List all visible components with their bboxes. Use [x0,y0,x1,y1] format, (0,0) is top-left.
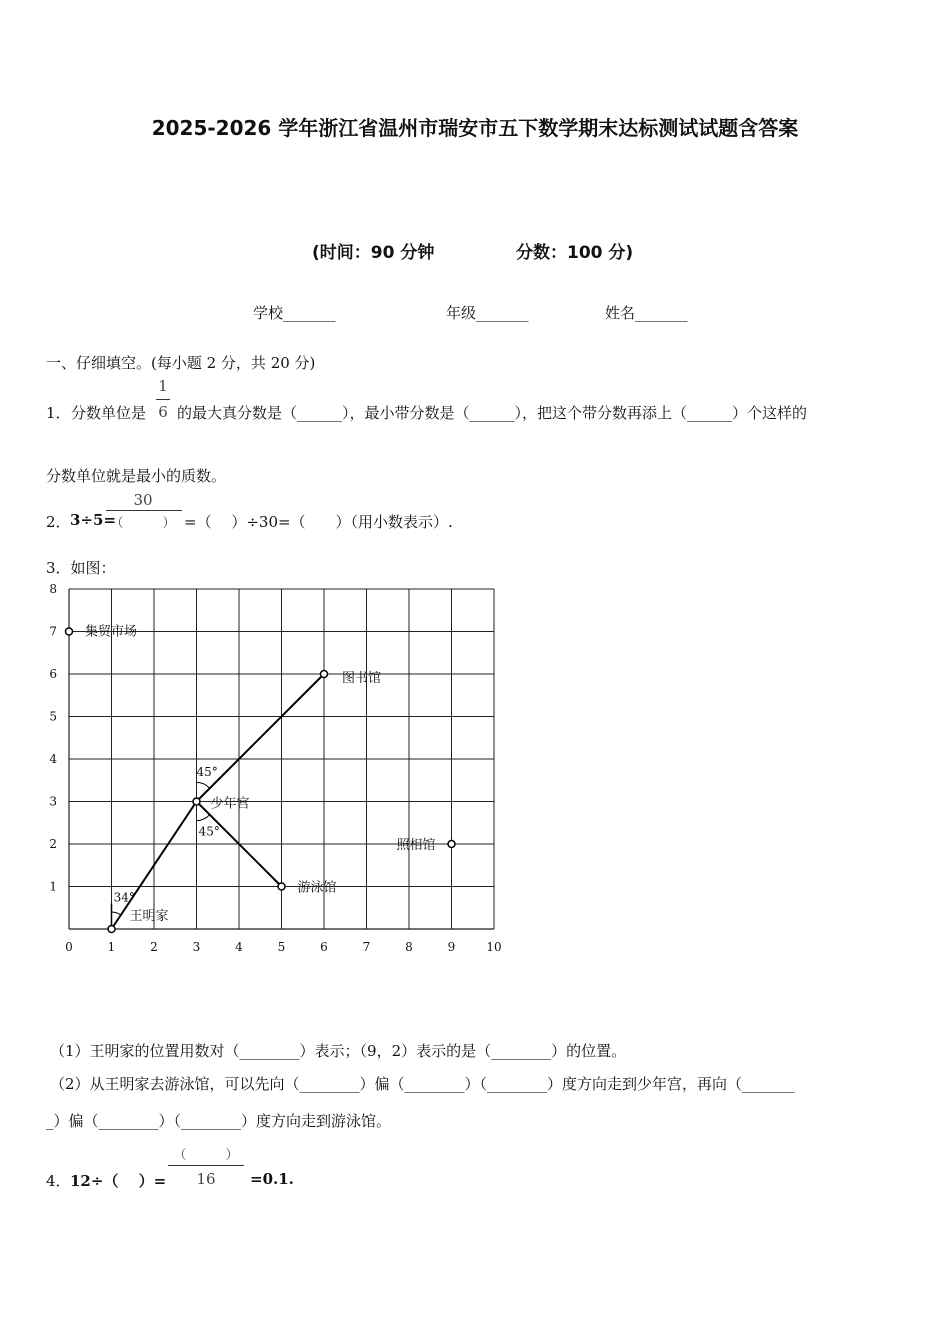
question-3-part-2-cont: _）偏（________）（________）度方向走到游泳馆。 [46,1112,392,1130]
x-tick-label: 8 [405,940,413,954]
location-point [448,841,455,848]
angle-arc [197,782,210,788]
y-tick-label: 1 [49,879,57,894]
question-number: 1． [46,404,71,422]
location-label: 图书馆 [342,671,382,686]
question-3-part-2: （2）从王明家去游泳馆，可以先向（________）偏（________）（________）度方向走到少年宫，再向（_______ [50,1075,795,1093]
location-label: 照相馆 [396,838,436,853]
exam-score: 分数：100 分) [516,243,634,263]
location-point [108,926,115,933]
y-tick-label: 5 [49,709,57,724]
location-label: 游泳馆 [297,880,337,896]
angle-label: 34° [113,890,135,905]
question-text: 的最大真分数是（______），最小带分数是（______），把这个带分数再添上（______）个这样的 [177,404,808,422]
grade-field[interactable]: 年级_______ [446,304,529,322]
y-tick-label: 3 [49,794,57,809]
question-3-intro: 3．如图： [46,559,116,577]
angle-label: 45° [198,824,220,839]
angle-arc [112,912,121,915]
x-tick-label: 9 [447,940,456,954]
x-tick-label: 10 [486,940,502,954]
x-tick-label: 4 [235,940,243,954]
y-tick-label: 6 [49,667,57,681]
location-label: 集贸市场 [85,624,138,640]
route-segment [197,674,325,802]
question-number: 2． [46,513,71,531]
fraction-numerator: 30 [133,491,153,509]
fraction-denominator: 6 [158,403,168,421]
y-tick-label: 2 [49,837,57,851]
location-label: 王明家 [129,909,169,924]
angle-label: 45° [196,765,218,779]
question-number: 4． [46,1172,71,1190]
coordinate-grid [40,580,510,960]
question-text: =0.1. [250,1170,294,1188]
x-tick-label: 5 [277,940,286,954]
fraction-numerator[interactable]: （ ） [173,1148,239,1163]
fraction-numerator: 1 [158,377,168,395]
x-tick-label: 6 [320,940,328,954]
exam-time: (时间：90 分钟 [312,243,435,263]
fraction-bar [106,510,182,511]
location-point [321,671,328,678]
angle-arcs [112,765,220,915]
fraction-denominator: 16 [196,1170,216,1188]
grid-lines [69,589,494,929]
question-text: 分数单位是 [71,404,147,422]
y-tick-label: 8 [49,582,57,596]
question-text: 3÷5= [70,511,117,529]
location-point [193,798,200,805]
name-field[interactable]: 姓名_______ [605,304,688,322]
location-point [66,628,73,635]
y-tick-label: 7 [49,624,57,639]
question-text: 12÷（ ）= [70,1172,167,1190]
x-tick-label: 0 [65,940,73,954]
question-3-part-1: （1）王明家的位置用数对（________）表示；（9，2）表示的是（________）的位置。 [50,1042,627,1060]
question-text: 分数单位就是最小的质数。 [46,467,227,485]
x-tick-label: 1 [107,940,116,954]
fraction-bar [168,1165,244,1166]
x-tick-label: 2 [150,940,158,954]
school-field[interactable]: 学校_______ [253,304,336,322]
location-label: 少年宫 [210,796,250,812]
section-heading: 一、仔细填空。(每小题 2 分，共 20 分) [46,354,316,372]
x-tick-label: 3 [192,940,201,954]
angle-arc [197,815,210,821]
y-tick-label: 4 [49,752,57,766]
fraction-denominator[interactable]: （ ） [110,516,176,531]
x-tick-label: 7 [362,940,371,954]
page-title: 2025-2026 学年浙江省温州市瑞安市五下数学期末达标测试试题含答案 [151,116,799,140]
question-text: =（ ）÷30=（ ）（用小数表示）. [184,513,453,531]
fraction-bar [156,399,170,400]
location-point [278,883,285,890]
